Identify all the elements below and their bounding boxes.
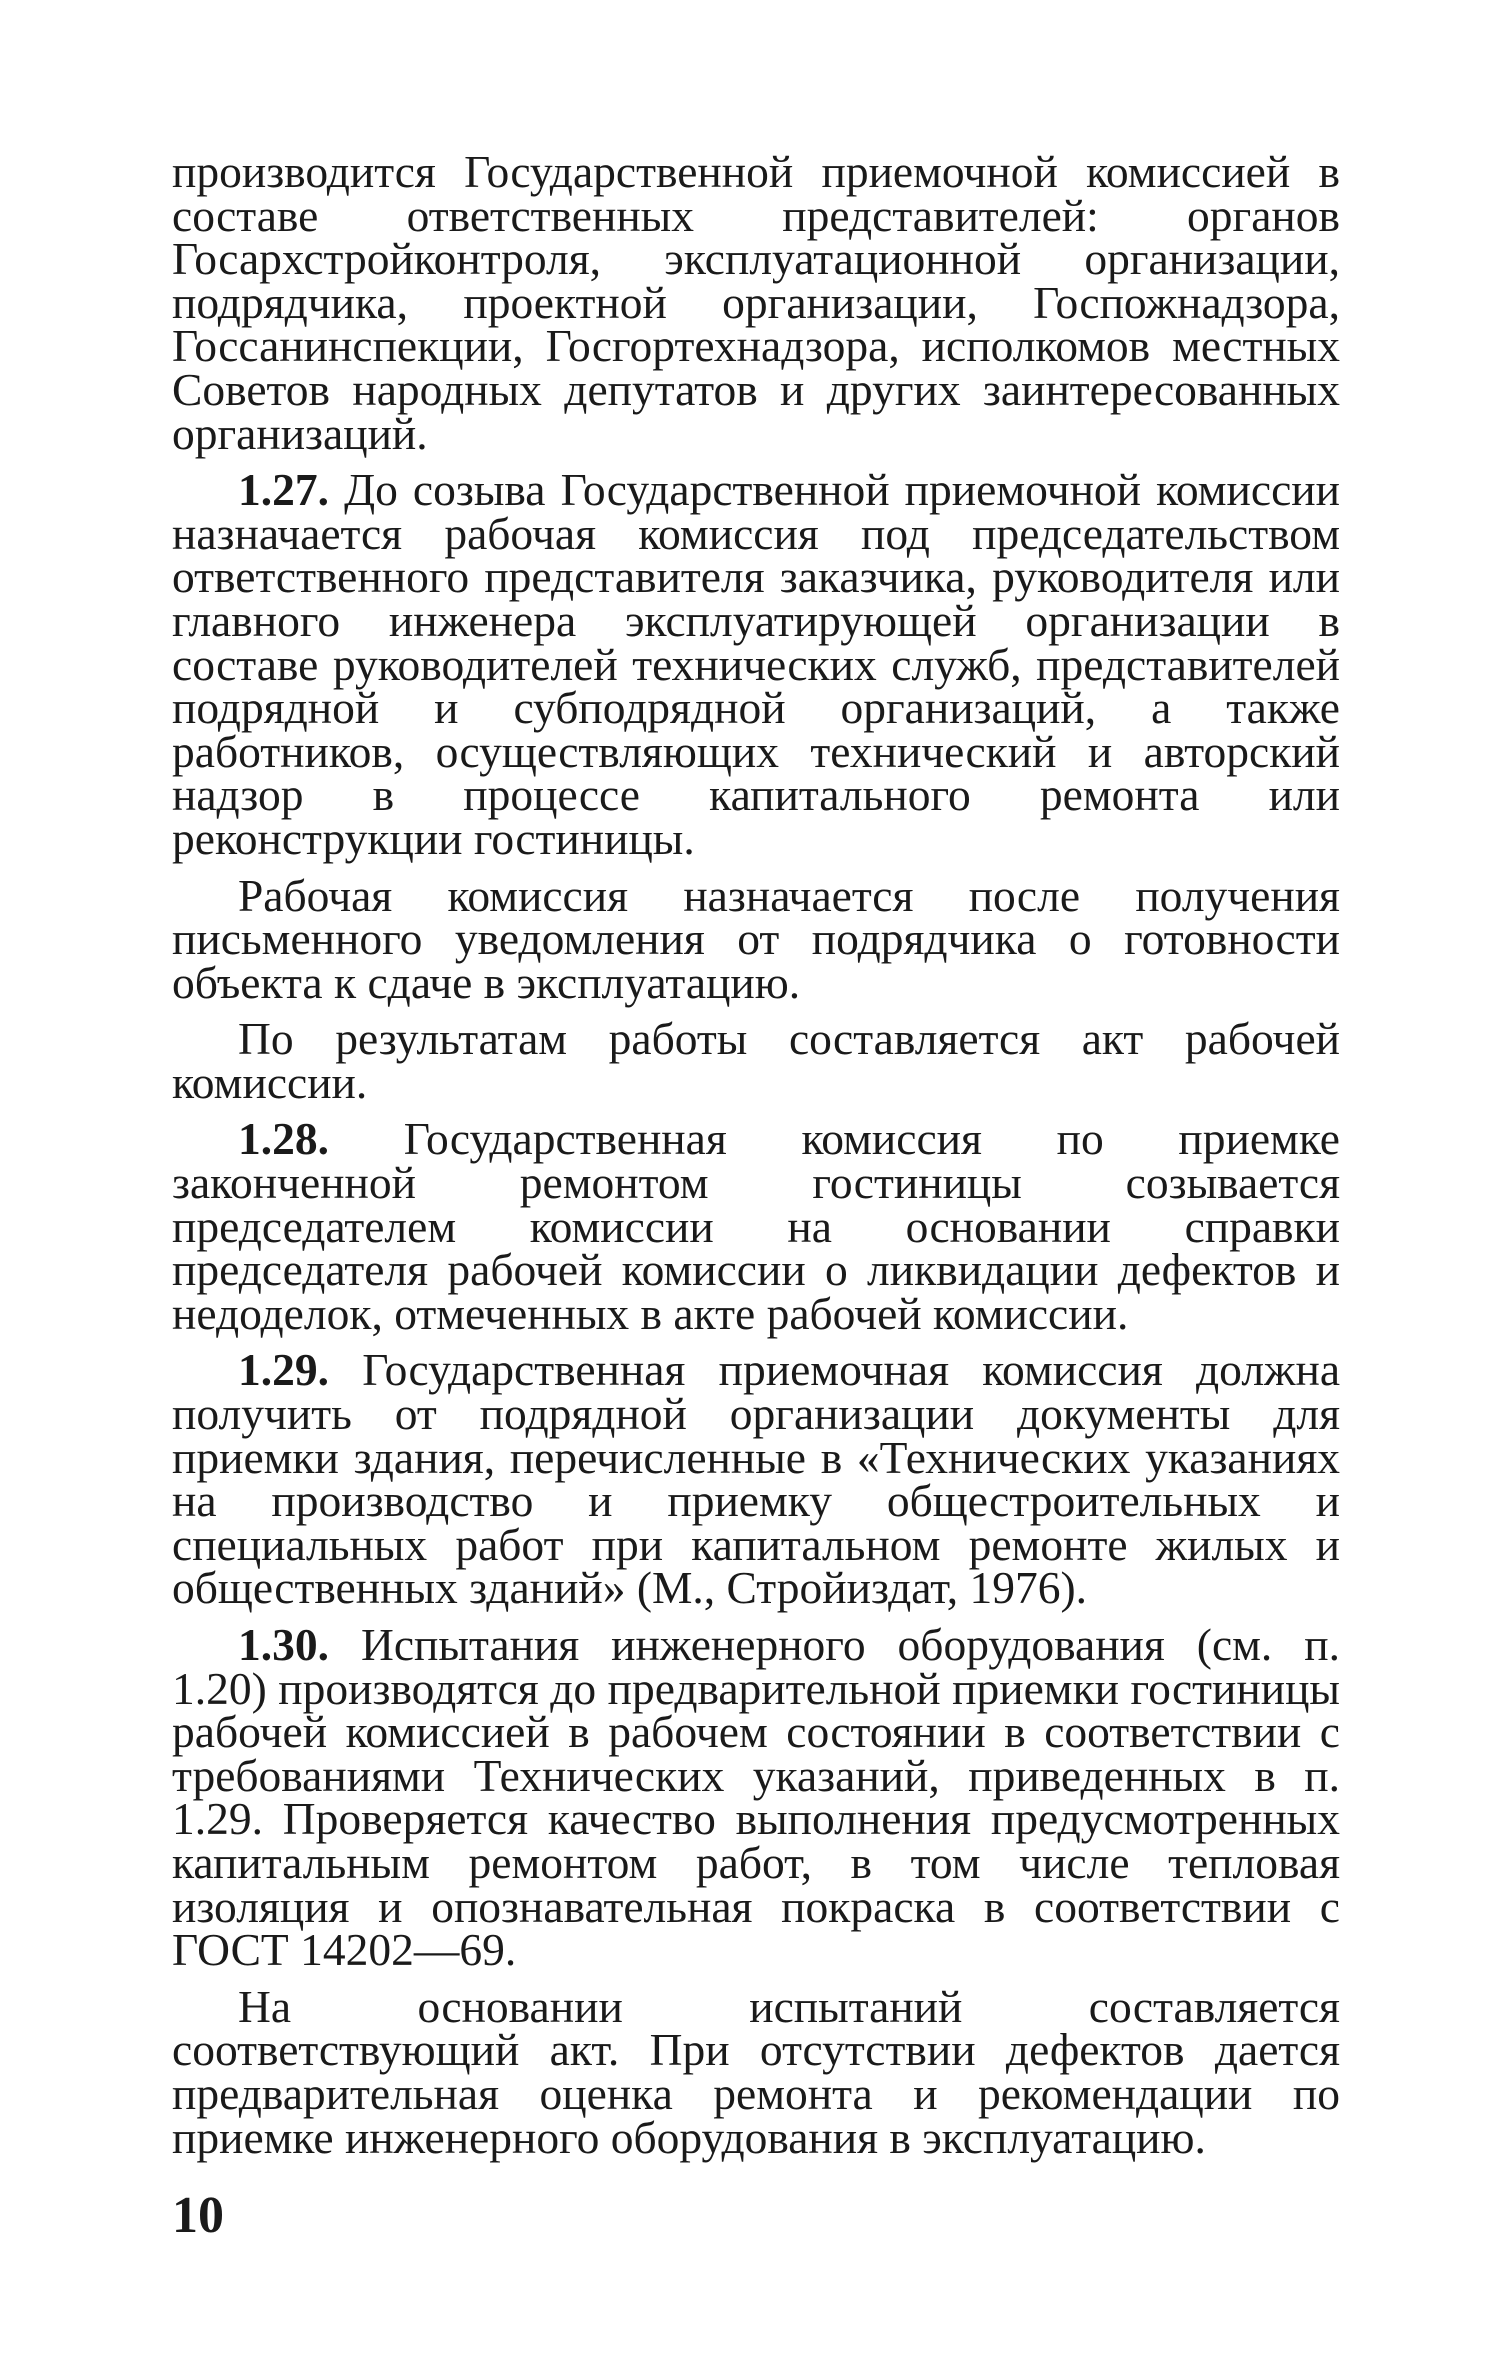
paragraph-text: производится Государственной приемочной комиссией в составе ответственных представителей: органов Госархстройконтроля, эксплуатационной организации, подрядчика, проектной организации, Госпожнадзора, Госсанинспекции, Госгортехнадзора, исполкомов местных Советов народных депутатов и других заинтересованных организаций. (172, 146, 1340, 459)
clause-number: 1.29. (238, 1344, 329, 1396)
clause-number: 1.28. (238, 1113, 329, 1165)
paragraph-1-27 (172, 464, 1341, 864)
paragraph-text: На основании испытаний составляется соответствующий акт. При отсутствии дефектов дается предварительная оценка ремонта и рекомендации по приемке инженерного оборудования в эксплуатацию. (172, 1980, 1340, 2163)
paragraph-text: По результатам работы составляется акт рабочей комиссии. (172, 1013, 1340, 1108)
paragraph-continuation (172, 146, 1340, 459)
paragraph-1-28 (172, 1113, 1340, 1339)
paragraph-results (172, 1013, 1340, 1108)
clause-number: 1.30. (238, 1619, 329, 1670)
page-number: 10 (172, 2187, 224, 2244)
paragraph-working-commission (172, 869, 1340, 1008)
paragraph-1-29 (172, 1344, 1341, 1614)
paragraph-test-act (172, 1980, 1340, 2163)
clause-number: 1.27. (238, 464, 329, 516)
paragraph-text: Испытания инженерного оборудования (см. п. 1.20) производятся до предварительной приемки гостиницы рабочей комиссией в рабочем состоянии в соответствии с требованиями Технических указаний, приведенных в п. 1.29. Проверяется качество выполнения предусмотренных капитальным ремонтом работ, в том числе тепловая изоляция и опознавательная покраска в соответствии с ГОСТ 14202—69. (172, 1619, 1341, 1976)
paragraph-text: Государственная комиссия по приемке законченной ремонтом гостиницы созывается председателем комиссии на основании справки председателя рабочей комиссии о ликвидации дефектов и недоделок, отмеченных в акте рабочей комиссии. (172, 1113, 1340, 1339)
paragraph-text: Рабочая комиссия назначается после получения письменного уведомления от подрядчика о готовности объекта к сдаче в эксплуатацию. (172, 869, 1340, 1008)
paragraph-1-30 (172, 1619, 1341, 1976)
paragraph-text: Государственная приемочная комиссия должна получить от подрядной организации документы для приемки здания, перечисленные в «Технических указаниях на производство и приемку общестроительных и специальных работ при капитальном ремонте жилых и общественных зданий» (М., Стройиздат, 1976). (172, 1344, 1341, 1614)
paragraph-text: До созыва Государственной приемочной комиссии назначается рабочая комиссия под председательством ответственного представителя заказчика, руководителя или главного инженера эксплуатирующей организации в составе руководителей технических служб, представителей подрядной и субподрядной организаций, а также работников, осуществляющих технический и авторский надзор в процессе капитального ремонта или реконструкции гостиницы. (172, 464, 1341, 864)
